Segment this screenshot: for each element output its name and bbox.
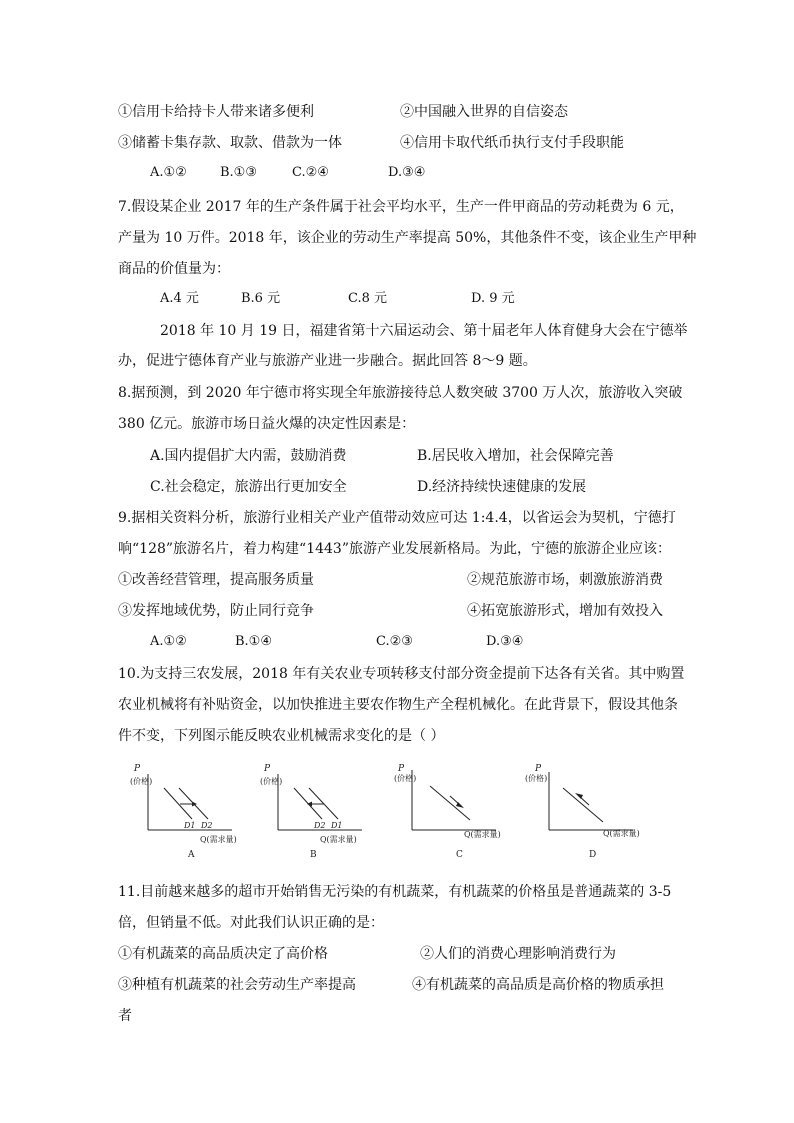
q10-figure-a: [128, 760, 268, 860]
arrow-right-icon: [180, 802, 197, 807]
q10-figure-d: [523, 760, 663, 860]
q7-stem-line-3: 商品的价值量为：: [118, 261, 230, 277]
q9-choice-c: C.②③: [376, 634, 413, 649]
q11-stem-line-1: 11.目前越来越多的超市开始销售无污染的有机蔬菜，有机蔬菜的价格虽是普通蔬菜的 3-5: [118, 884, 672, 900]
q8-choice-c: C.社会稳定，旅游出行更加安全: [150, 479, 347, 495]
axis-p-unit: (价格): [260, 777, 283, 786]
q7-choice-a: A.4 元: [160, 291, 199, 306]
axis-p-label: P: [264, 764, 271, 774]
q9-choice-a: A.①②: [150, 634, 187, 649]
q9-option-3: ③发挥地域优势，防止同行竞争: [118, 603, 314, 619]
q11-option-3: ③种植有机蔬菜的社会劳动生产率提高: [118, 977, 356, 993]
q6-option-1: ①信用卡给持卡人带来诸多便利: [118, 104, 314, 120]
q7-choice-b: B.6 元: [241, 291, 281, 306]
q8-choice-d: D.经济持续快速健康的发展: [417, 479, 587, 495]
axis-p-unit: (价格): [525, 774, 548, 783]
q6-option-3: ③储蓄卡集存款、取款、借款为一体: [118, 135, 342, 151]
figure-label-c: C: [456, 850, 463, 860]
axis-p-label: P: [535, 764, 542, 774]
q7-stem-line-1: 7.假设某企业 2017 年的生产条件属于社会平均水平，生产一件甲商品的劳动耗费为 6 元，: [118, 199, 684, 215]
arrow-down-right-icon: [450, 796, 464, 808]
q6-option-4: ④信用卡取代纸币执行支付手段职能: [400, 135, 624, 151]
intro-8-9-line-2: 办，促进宁德体育产业与旅游产业进一步融合。据此回答 8～9 题。: [118, 353, 537, 369]
q9-choice-b: B.①④: [235, 634, 272, 649]
q9-stem-line-2: 响“128”旅游名片，着力构建“1443”旅游产业发展新格局。为此，宁德的旅游企业应该：: [118, 541, 671, 557]
q10-figure-b: [258, 760, 398, 860]
q11-option-2: ②人们的消费心理影响消费行为: [420, 946, 616, 962]
axis-p-label: P: [398, 764, 405, 774]
axis-p-label: P: [134, 764, 141, 774]
arrow-up-left-icon: [575, 793, 589, 805]
q7-choice-c: C.8 元: [348, 291, 388, 306]
q8-choice-b: B.居民收入增加，社会保障完善: [417, 448, 614, 464]
q9-option-4: ④拓宽旅游形式，增加有效投入: [467, 603, 663, 619]
axis-p-unit: (价格): [394, 774, 417, 783]
q11-option-1: ①有机蔬菜的高品质决定了高价格: [118, 946, 328, 962]
q6-choice-b: B.①③: [220, 165, 257, 180]
q7-stem-line-2: 产量为 10 万件。2018 年，该企业的劳动生产率提高 50%，其他条件不变，该企业生产甲种: [118, 230, 697, 246]
q6-choice-c: C.②④: [292, 165, 329, 180]
figure-label-b: B: [310, 850, 317, 860]
q10-figure-c: [392, 760, 532, 860]
curve-label-2: D1: [331, 821, 343, 830]
curve-label-1: D1: [184, 821, 196, 830]
axis-q-label: Q(需求量): [320, 835, 357, 844]
q10-stem-line-1: 10.为支持三农发展，2018 年有关农业专项转移支付部分资金提前下达各有关省。其中购置: [118, 666, 685, 682]
curve-label-1: D2: [314, 821, 326, 830]
q6-option-2: ②中国融入世界的自信姿态: [400, 104, 568, 120]
q9-option-2: ②规范旅游市场，刺激旅游消费: [467, 572, 663, 588]
q10-stem-line-2: 农业机械将有补贴资金，以加快推进主要农作物生产全程机械化。在此背景下，假设其他条: [118, 697, 678, 713]
axis-q-label: Q(需求量): [200, 835, 237, 844]
demand-curve: [563, 788, 603, 822]
figure-label-a: A: [188, 850, 195, 860]
intro-8-9-line-1: 2018 年 10 月 19 日，福建省第十六届运动会、第十届老年人体育健身大会在宁德举: [160, 323, 688, 339]
q6-choice-d: D.③④: [388, 165, 426, 180]
q9-stem-line-1: 9.据相关资料分析，旅游行业相关产业产值带动效应可达 1:4.4，以省运会为契机，宁德打: [118, 510, 676, 526]
q9-option-1: ①改善经营管理，提高服务质量: [118, 572, 314, 588]
axis-q-label: Q(需求量): [464, 830, 501, 839]
q11-option-4-line-1: ④有机蔬菜的高品质是高价格的物质承担: [412, 977, 664, 993]
figure-label-d: D: [589, 850, 597, 860]
axis-q-label: Q(需求量): [603, 829, 640, 838]
axis-p-unit: (价格): [130, 777, 153, 786]
q8-choice-a: A.国内提倡扩大内需，鼓励消费: [150, 448, 347, 464]
q6-choice-a: A.①②: [150, 165, 187, 180]
curve-label-2: D2: [201, 821, 213, 830]
demand-curve: [430, 786, 470, 820]
q10-stem-line-3: 件不变，下列图示能反映农业机械需求变化的是（ ）: [118, 728, 445, 744]
q9-choice-d: D.③④: [486, 634, 524, 649]
q8-stem-line-2: 380 亿元。旅游市场日益火爆的决定性因素是：: [118, 416, 416, 432]
q8-stem-line-1: 8.据预测，到 2020 年宁德市将实现全年旅游接待总人数突破 3700 万人次，旅游收入突破: [118, 385, 683, 401]
q11-stem-line-2: 倍，但销量不低。对此我们认识正确的是：: [118, 915, 384, 931]
q7-choice-d: D. 9 元: [471, 291, 515, 306]
q11-option-4-line-2: 者: [118, 1008, 132, 1024]
